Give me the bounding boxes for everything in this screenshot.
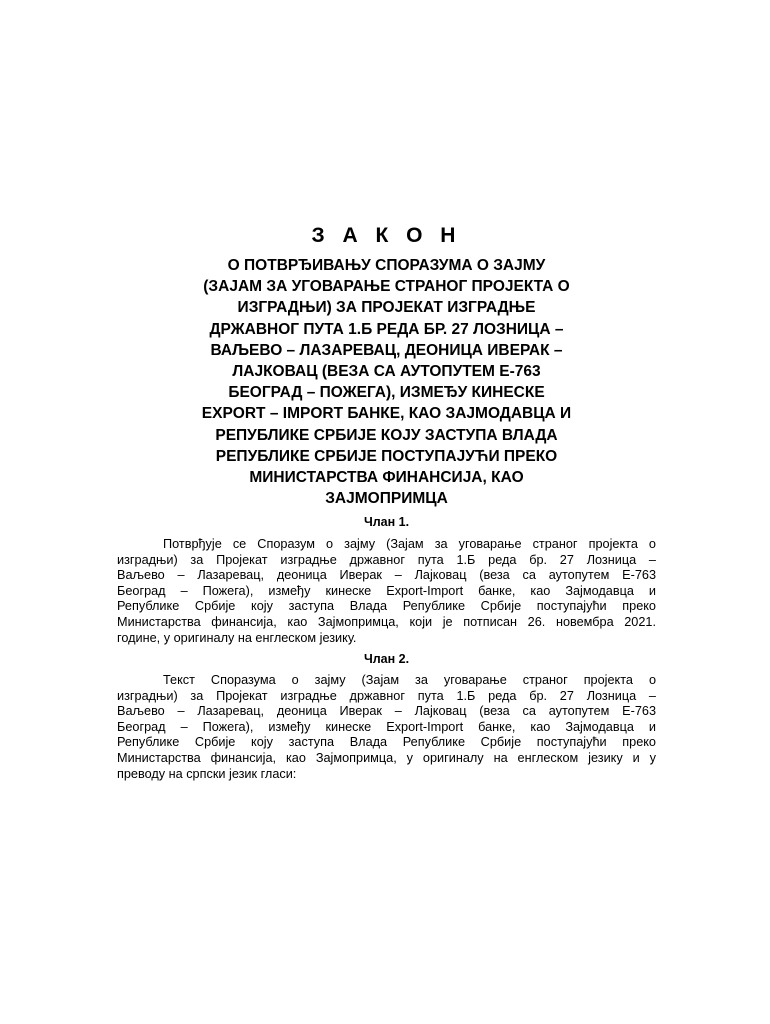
paragraph-line: Ваљево – Лазаревац, деоница Иверак – Лајковац (веза са аутопутем Е-763 <box>117 568 656 583</box>
paragraph-line: Републике Србије коју заступа Влада Републике Србије поступајући преко <box>117 735 656 750</box>
law-title: З А К О Н <box>311 224 462 247</box>
paragraph-line: године, у оригиналу на енглеском језику. <box>117 630 357 645</box>
subtitle-line: ЛАЈКОВАЦ (ВЕЗА СА АУТОПУТЕМ Е-763 <box>232 363 541 381</box>
paragraph-line: Потврђује се Споразум о зајму (Зајам за уговарање страног пројекта о <box>163 537 656 551</box>
paragraph-line: Министарства финансија, као Зајмопримца, у оригиналу на енглеском језику и у <box>117 750 656 765</box>
subtitle-line: ЗАЈМОПРИМЦА <box>325 490 448 508</box>
subtitle-line: МИНИСТАРСТВА ФИНАНСИЈА, КАО <box>249 469 524 487</box>
law-subtitle <box>117 255 656 509</box>
article-2-paragraph <box>117 673 656 782</box>
paragraph-line: Ваљево – Лазаревац, деоница Иверак – Лајковац (веза са аутопутем Е-763 <box>117 704 656 719</box>
subtitle-line: EXPORT – IMPORT БАНКЕ, КАО ЗАЈМОДАВЦА И <box>201 405 572 423</box>
subtitle-line: РЕПУБЛИКЕ СРБИЈЕ КОЈУ ЗАСТУПА ВЛАДА <box>215 426 558 444</box>
paragraph-line: Министарства финансија, као Зајмопримца, који је потписан 26. новембра 2021. <box>117 614 656 629</box>
article-2-heading: Члан 2. <box>363 652 410 666</box>
subtitle-line: ВАЉЕВО – ЛАЗАРЕВАЦ, ДЕОНИЦА ИВЕРАК – <box>210 341 563 359</box>
paragraph-line: преводу на српски језик гласи: <box>117 766 297 781</box>
subtitle-line: О ПОТВРЂИВАЊУ СПОРАЗУМА О ЗАЈМУ <box>227 257 546 274</box>
subtitle-line: БЕОГРАД – ПОЖЕГА), ИЗМЕЂУ КИНЕСКЕ <box>228 384 545 402</box>
paragraph-line: Републике Србије коју заступа Влада Републике Србије поступајући преко <box>117 599 656 614</box>
article-1-heading: Члан 1. <box>363 515 410 529</box>
subtitle-line: РЕПУБЛИКЕ СРБИЈЕ ПОСТУПАЈУЋИ ПРЕКО <box>215 447 558 465</box>
paragraph-line: Текст Споразума о зајму (Зајам за уговарање страног пројекта о <box>163 673 656 687</box>
subtitle-line: ИЗГРАДЊИ) ЗА ПРОЈЕКАТ ИЗГРАДЊЕ <box>237 299 536 317</box>
paragraph-line: изградњи) за Пројекат изградње државног пута 1.Б реда бр. 27 Лозница – <box>117 688 656 703</box>
subtitle-line: ДРЖАВНОГ ПУТА 1.Б РЕДА БР. 27 ЛОЗНИЦА – <box>209 320 564 338</box>
subtitle-line: (ЗАЈАМ ЗА УГОВАРАЊЕ СТРАНОГ ПРОЈЕКТА О <box>203 278 570 296</box>
paragraph-line: Београд – Пожега), између кинеске Export-Import банке, као Зајмодавца и <box>117 719 656 734</box>
paragraph-line: Београд – Пожега), између кинеске Export-Import банке, као Зајмодавца и <box>117 583 656 598</box>
paragraph-line: изградњи) за Пројекат изградње државног пута 1.Б реда бр. 27 Лозница – <box>117 552 656 567</box>
article-1-paragraph <box>117 537 656 646</box>
